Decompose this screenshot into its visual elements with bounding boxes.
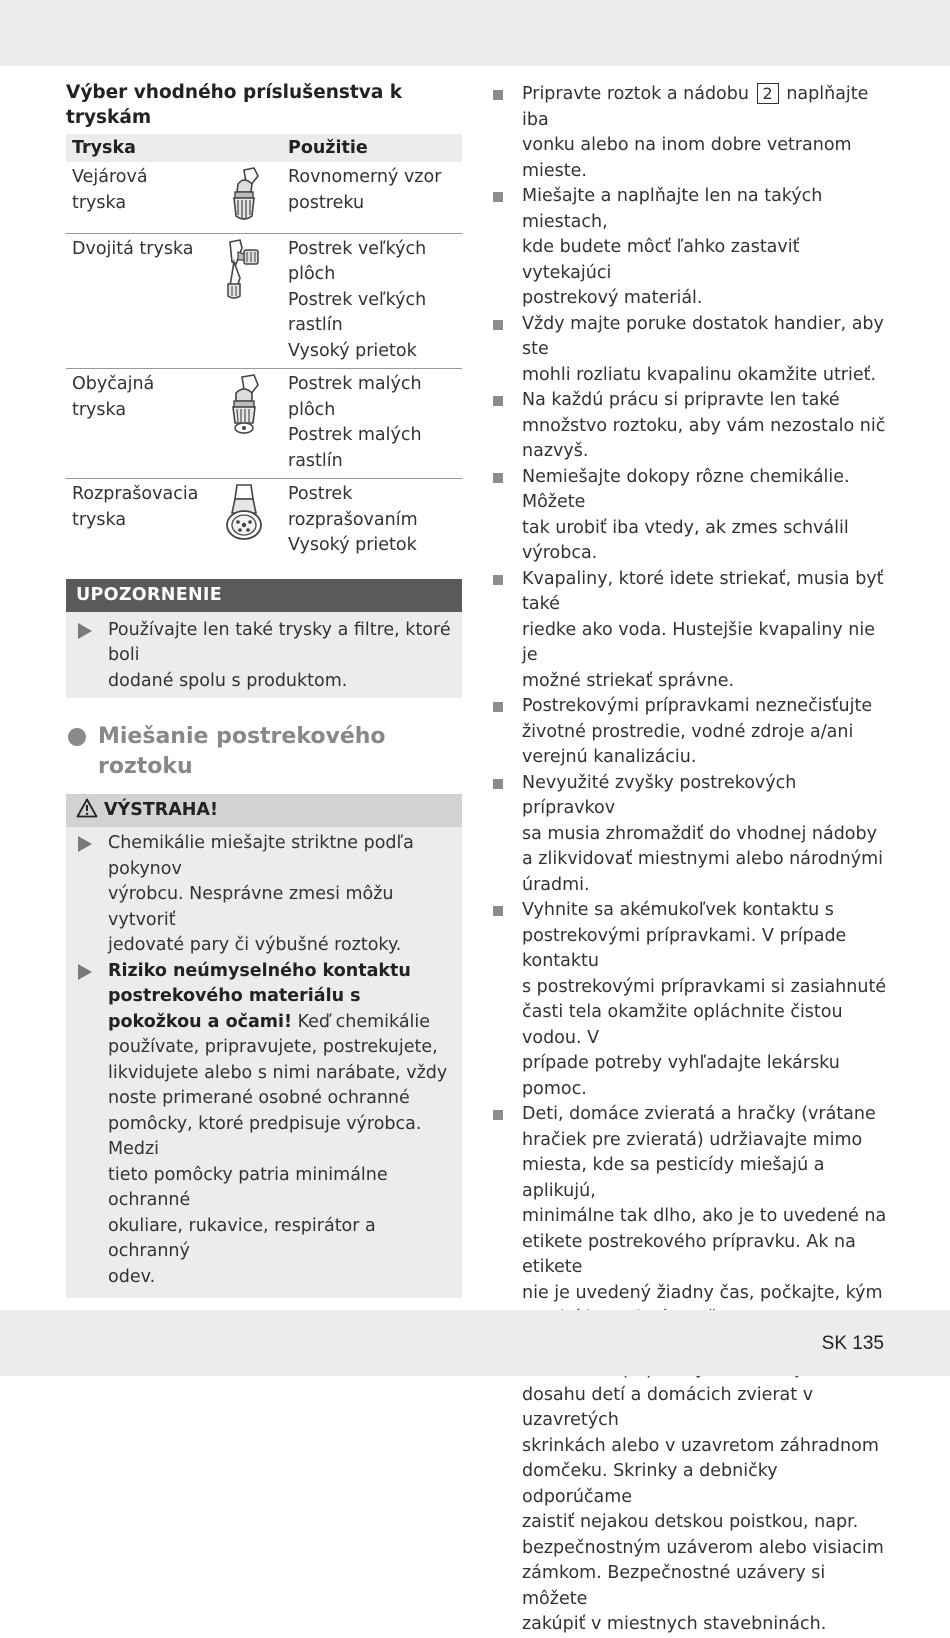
note-box: [66, 579, 462, 699]
arrow-right-icon: [78, 964, 92, 980]
standard-nozzle-icon: [224, 373, 264, 435]
bullet-square-icon: [493, 473, 503, 483]
nozzle-use: Rovnomerný vzor postreku: [282, 162, 462, 233]
nozzle-table: [66, 134, 462, 563]
list-item: Nemiešajte dokopy rôzne chemikálie. Môžete tak urobiť iba vtedy, ak zmes schválil výrobca.: [490, 465, 890, 567]
warning-triangle-icon: [76, 798, 98, 818]
nozzle-name: Obyčajná tryska: [66, 369, 206, 479]
bullet-square-icon: [493, 1110, 503, 1120]
arrow-right-icon: [78, 623, 92, 639]
list-item: Vyhnite sa akémukoľvek kontaktu s postrekovými prípravkami. V prípade kontaktu s postrekovými prípravkami si zasiahnuté časti tela okamžite opláchnite čistou vodou. V prípade potreby vyhľadajte lekársku pomoc.: [490, 898, 890, 1102]
nozzle-name: Dvojitá tryska: [66, 233, 206, 369]
nozzle-use: Postrek rozprašovaním Vysoký prietok: [288, 484, 418, 555]
bullet-dot-icon: [68, 728, 86, 746]
right-bullet-list: [490, 82, 890, 1638]
table-row: [66, 479, 462, 563]
part-number-badge: 2: [757, 83, 779, 104]
right-column: [490, 82, 890, 1638]
warning-heading: VÝSTRAHA!: [66, 794, 462, 827]
bullet-square-icon: [493, 702, 503, 712]
table-header-row: [66, 134, 462, 162]
list-item: dosahu detí a domácich zvierat v uzavretých skrinkách alebo v uzavretom záhradnom domčeku. Skrinky a debničky odporúčame zaistiť nejakou detskou poistkou, napr. bezpečnostným uzáverom alebo visiacim zámkom. Bezpečnostné uzávery si môžete zakúpiť v miestnych stavebninách.: [490, 1357, 890, 1638]
note-item: Používajte len také trysky a filtre, ktoré boli dodané spolu s produktom.: [76, 618, 452, 695]
top-bar: [0, 0, 950, 66]
section-title: Výber vhodného príslušenstva k tryskám: [66, 82, 403, 128]
bottom-bar: [0, 1310, 950, 1376]
list-item: Nevyužité zvyšky postrekových prípravkov sa musia zhromaždiť do vhodnej nádoby a zlikvidovať miestnymi alebo národnými úradmi.: [490, 771, 890, 899]
header-nozzle: Tryska: [66, 134, 206, 162]
list-item: Deti, domáce zvieratá a hračky (vrátane hračiek pre zvieratá) udržiavajte mimo miesta, kde sa pesticídy miešajú a aplikujú, minimálne tak dlho, ako je to uvedené na etikete postrekového prípravku. Ak na etikete nie je uvedený žiadny čas, počkajte, kým: [490, 1102, 890, 1357]
table-row: [66, 369, 462, 479]
nozzle-use: Postrek veľkých plôch Postrek veľkých rastlín Vysoký prietok: [282, 233, 462, 369]
warning-item: Chemikálie miešajte striktne podľa pokynov výrobcu. Nesprávne zmesi môžu vytvoriť jedovaté pary či výbušné roztoky.: [76, 831, 452, 959]
note-heading: UPOZORNENIE: [66, 579, 462, 612]
arrow-right-icon: [78, 836, 92, 852]
bullet-square-icon: [493, 906, 503, 916]
nozzle-use: Postrek malých plôch Postrek malých rastlín: [282, 369, 462, 479]
bullet-square-icon: [493, 575, 503, 585]
bullet-square-icon: [493, 192, 503, 202]
list-item: Vždy majte poruke dostatok handier, aby ste mohli rozliatu kvapalinu okamžite utrieť.: [490, 312, 890, 389]
bullet-square-icon: [493, 320, 503, 330]
list-item: Na každú prácu si pripravte len také množstvo roztoku, aby vám nezostalo nič nazvyš.: [490, 388, 890, 465]
header-use: Použitie: [282, 134, 462, 162]
left-column: [66, 80, 462, 1369]
list-item: Postrekovými prípravkami neznečisťujte životné prostredie, vodné zdroje a/ani verejnú kanalizáciu.: [490, 694, 890, 771]
list-item: Kvapaliny, ktoré idete striekať, musia byť také riedke ako voda. Hustejšie kvapaliny nie je možné striekať správne.: [490, 567, 890, 695]
atomizer-nozzle-icon: [223, 483, 265, 545]
warning-item: Riziko neúmyselného kontaktu postrekového materiálu s pokožkou a očami! Keď chemikálie používate, pripravujete, postrekujete, likvidujete alebo s nimi narábate, vždy noste primerané osobné ochranné pomôcky, ktoré predpisuje výrobca. Medzi tieto pomôcky patria minimálne ochranné okuliare, rukavice, respirátor a ochranný odev.: [76, 959, 452, 1291]
page-number: SK 135: [821, 1333, 884, 1354]
bullet-square-icon: [493, 90, 503, 100]
warning-box: [66, 794, 462, 1298]
fan-nozzle-icon: [224, 166, 264, 224]
mixing-heading: Miešanie postrekového roztoku: [66, 722, 462, 782]
nozzle-name: Rozprašovacia tryska: [72, 484, 199, 530]
nozzle-name: Vejárová tryska: [66, 162, 206, 233]
table-row: [66, 162, 462, 233]
double-nozzle-icon: [222, 238, 266, 300]
list-item: Miešajte a naplňajte len na takých miestach, kde budete môcť ľahko zastaviť vytekajúci postrekový materiál.: [490, 184, 890, 312]
table-row: [66, 233, 462, 369]
bullet-square-icon: [493, 396, 503, 406]
list-item: Pripravte roztok a nádobu 2 naplňajte iba vonku alebo na inom dobre vetranom mieste.: [490, 82, 890, 184]
bullet-square-icon: [493, 779, 503, 789]
